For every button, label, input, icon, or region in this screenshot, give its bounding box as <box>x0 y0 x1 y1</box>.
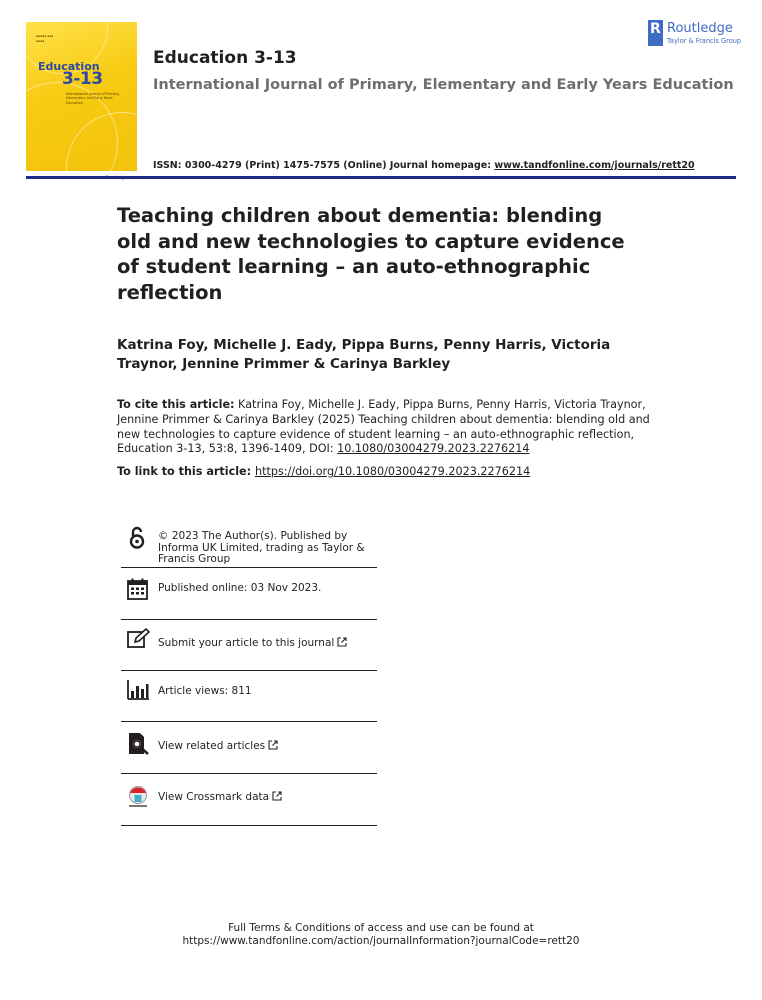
license-text: © 2023 The Author(s). Published by Informa UK Limited, trading as Taylor & Francis Group <box>158 530 365 565</box>
external-link-icon <box>268 740 278 750</box>
link-label: To link to this article: <box>117 465 255 478</box>
journal-homepage-link[interactable]: www.tandfonline.com/journals/rett20 <box>494 160 695 171</box>
terms-footer <box>0 922 762 948</box>
external-link-icon <box>337 637 347 647</box>
routledge-logo-icon: R <box>648 20 663 46</box>
related-articles-row[interactable] <box>121 730 377 772</box>
article-views: Article views: 811 <box>158 685 252 697</box>
crossmark-row[interactable] <box>121 782 377 824</box>
journal-title: Education 3-13 <box>153 48 297 68</box>
cover-subtitle: International Journal of Primary, Elementary and Early Years Education <box>66 92 121 105</box>
article-link-line <box>117 464 657 479</box>
submit-article-row[interactable] <box>121 627 377 667</box>
journal-cover-image: ▪▪▪▪▪ ▪▪▪ ▪▪▪▪ Education 3-13 International Journal of Primary, Elementary and Early Years Education ASPE <box>26 22 137 171</box>
published-date: Published online: 03 Nov 2023. <box>158 582 322 594</box>
edit-icon <box>126 627 150 651</box>
publisher-group: Taylor & Francis Group <box>667 37 742 45</box>
issn-text: ISSN: 0300-4279 (Print) 1475-7575 (Online) Journal homepage: <box>153 160 495 171</box>
license-row <box>121 526 377 568</box>
terms-text: Full Terms & Conditions of access and use can be found at <box>228 922 534 934</box>
info-divider <box>121 773 377 774</box>
related-articles-link[interactable]: View related articles <box>158 740 380 753</box>
article-url-link[interactable]: https://doi.org/10.1080/03004279.2023.2276214 <box>255 465 531 478</box>
crossmark-icon <box>126 785 150 809</box>
issn-line <box>153 160 695 171</box>
search-document-icon <box>126 732 150 756</box>
doi-link[interactable]: 10.1080/03004279.2023.2276214 <box>337 442 530 456</box>
cite-text: Katrina Foy, Michelle J. Eady, Pippa Burns, Penny Harris, Victoria Traynor, Jennine Primmer & Carinya Barkley (2025) Teaching children about dementia: blending old and new technologies to capture evidence of student learning – an auto-ethnographic reflection, Education 3-13, 53:8, 1396-1409, DOI: <box>117 398 650 456</box>
info-divider <box>121 721 377 722</box>
info-divider <box>121 670 377 671</box>
header-divider <box>26 176 736 179</box>
info-divider <box>121 567 377 568</box>
terms-url[interactable]: https://www.tandfonline.com/action/journalInformation?journalCode=rett20 <box>182 935 580 947</box>
citation-block <box>117 398 657 457</box>
bar-chart-icon <box>126 678 150 702</box>
info-divider <box>121 825 377 826</box>
published-row <box>121 576 377 616</box>
article-title: Teaching children about dementia: blending old and new technologies to capture evidence of student learning – an auto-ethnographic reflection <box>117 204 625 304</box>
info-divider <box>121 619 377 620</box>
cite-label: To cite this article: <box>117 398 235 411</box>
publisher-name: Routledge <box>667 21 733 36</box>
cover-title-number: 3-13 <box>62 69 103 89</box>
open-access-icon <box>126 526 150 550</box>
calendar-icon <box>126 577 150 601</box>
article-authors: Katrina Foy, Michelle J. Eady, Pippa Burns, Penny Harris, Victoria Traynor, Jennine Primmer & Carinya Barkley <box>117 337 611 372</box>
external-link-icon <box>272 791 282 801</box>
crossmark-link[interactable]: View Crossmark data <box>158 791 380 804</box>
submit-article-link[interactable]: Submit your article to this journal <box>158 637 380 650</box>
journal-subtitle: International Journal of Primary, Elementary and Early Years Education <box>153 77 734 93</box>
publisher-logo <box>648 20 748 50</box>
article-views-row <box>121 678 377 718</box>
cover-title: Education <box>38 60 100 73</box>
cover-society-logo: ASPE <box>46 178 64 185</box>
